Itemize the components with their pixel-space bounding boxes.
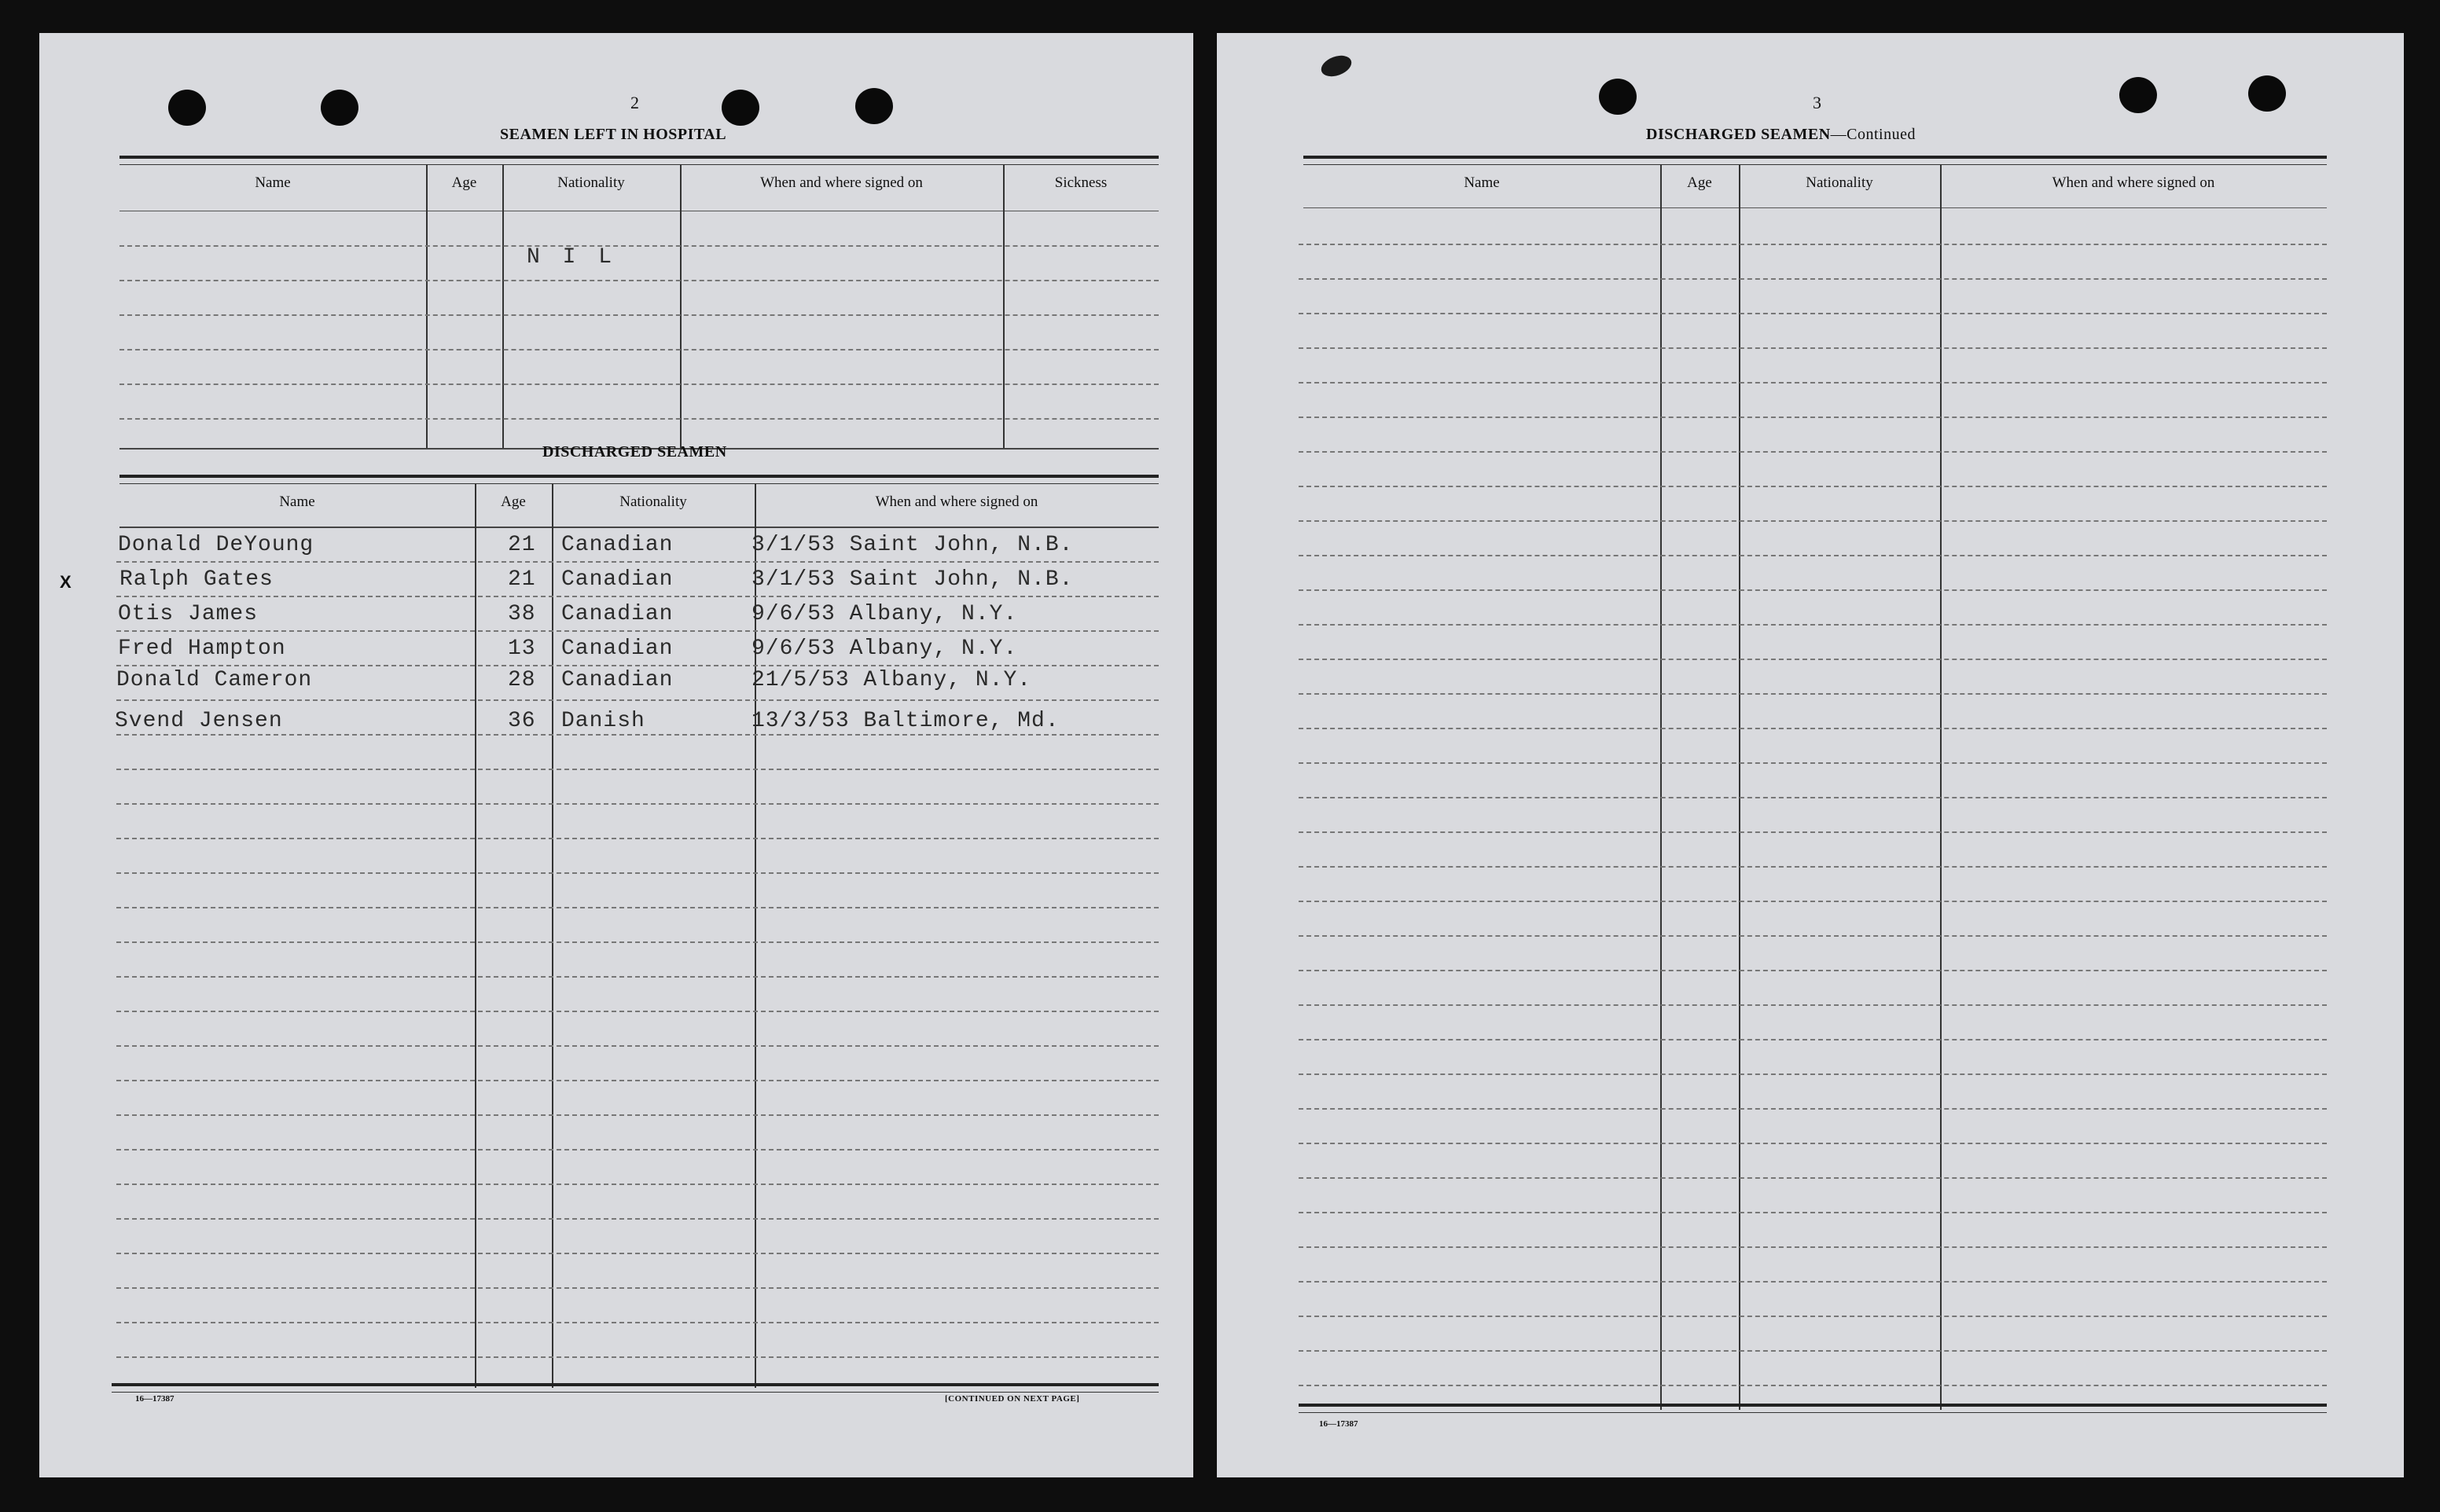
col-head-name: Name bbox=[279, 494, 315, 510]
seaman-name: Donald DeYoung bbox=[118, 533, 314, 557]
col-head-age: Age bbox=[501, 494, 526, 510]
column-divider bbox=[426, 165, 428, 448]
row-line bbox=[1299, 1385, 2327, 1386]
row-line bbox=[1299, 659, 2327, 660]
column-divider bbox=[1940, 165, 1942, 1410]
table-top-rule bbox=[1303, 156, 2327, 165]
row-line bbox=[1299, 728, 2327, 729]
seaman-signed-on: 3/1/53 Saint John, N.B. bbox=[751, 567, 1074, 592]
table-top-rule bbox=[119, 475, 1159, 484]
punch-hole bbox=[855, 88, 893, 124]
row-line bbox=[1299, 1212, 2327, 1213]
row-line bbox=[119, 314, 1159, 316]
row-line bbox=[116, 1011, 1159, 1012]
column-divider bbox=[502, 165, 504, 448]
title-suffix: —Continued bbox=[1830, 126, 1916, 143]
row-line bbox=[116, 665, 1159, 666]
column-divider bbox=[1003, 165, 1005, 448]
header-rule bbox=[1303, 207, 2327, 208]
seaman-age: 13 bbox=[508, 637, 536, 661]
right-page bbox=[1217, 33, 2404, 1477]
row-line bbox=[1299, 1316, 2327, 1317]
row-line bbox=[1299, 1281, 2327, 1283]
row-line bbox=[116, 1184, 1159, 1185]
seaman-age: 28 bbox=[508, 668, 536, 692]
row-line bbox=[1299, 451, 2327, 453]
seaman-nationality: Canadian bbox=[561, 668, 674, 692]
row-line bbox=[116, 907, 1159, 908]
row-line bbox=[116, 734, 1159, 736]
row-line bbox=[116, 1114, 1159, 1116]
row-line bbox=[1299, 762, 2327, 764]
seaman-signed-on: 13/3/53 Baltimore, Md. bbox=[751, 709, 1060, 733]
page-number: 3 bbox=[1813, 93, 1821, 112]
row-line bbox=[1299, 1350, 2327, 1352]
seaman-nationality: Canadian bbox=[561, 637, 674, 661]
row-line bbox=[119, 280, 1159, 281]
row-line bbox=[1299, 831, 2327, 833]
row-line bbox=[116, 1080, 1159, 1081]
left-page bbox=[39, 33, 1193, 1477]
punch-hole bbox=[321, 90, 358, 126]
row-line bbox=[1299, 624, 2327, 626]
row-line bbox=[116, 561, 1159, 563]
row-line bbox=[116, 941, 1159, 943]
row-line bbox=[1299, 589, 2327, 591]
row-line bbox=[116, 803, 1159, 805]
row-line bbox=[116, 1218, 1159, 1220]
row-line bbox=[1299, 1143, 2327, 1144]
punch-hole bbox=[1599, 79, 1637, 115]
punch-hole bbox=[2119, 77, 2157, 113]
seaman-nationality: Canadian bbox=[561, 533, 674, 557]
header-rule bbox=[119, 527, 1159, 528]
row-line bbox=[1299, 797, 2327, 798]
col-head-age: Age bbox=[1687, 174, 1712, 191]
row-line bbox=[1299, 313, 2327, 314]
col-head-name: Name bbox=[1464, 174, 1500, 191]
row-line bbox=[1299, 520, 2327, 522]
row-line bbox=[1299, 901, 2327, 902]
seaman-age: 36 bbox=[508, 709, 536, 733]
row-line bbox=[1299, 1177, 2327, 1179]
row-line bbox=[116, 596, 1159, 597]
column-divider bbox=[1660, 165, 1662, 1410]
row-line bbox=[1299, 555, 2327, 556]
row-line bbox=[1299, 417, 2327, 418]
punch-hole bbox=[722, 90, 759, 126]
column-divider bbox=[680, 165, 682, 448]
row-line bbox=[1299, 244, 2327, 245]
row-line bbox=[119, 245, 1159, 247]
seaman-signed-on: 9/6/53 Albany, N.Y. bbox=[751, 637, 1018, 661]
row-line bbox=[1299, 935, 2327, 937]
row-line bbox=[1299, 486, 2327, 487]
row-line bbox=[116, 1149, 1159, 1151]
nil-entry: N I L bbox=[527, 245, 617, 270]
row-line bbox=[116, 630, 1159, 632]
table-bottom-rule bbox=[1299, 1404, 2327, 1413]
row-line bbox=[116, 872, 1159, 874]
form-code: 16—17387 bbox=[135, 1394, 175, 1404]
row-line bbox=[1299, 382, 2327, 384]
row-line bbox=[1299, 1004, 2327, 1006]
hospital-section-title: SEAMEN LEFT IN HOSPITAL bbox=[500, 126, 727, 143]
row-line bbox=[1299, 278, 2327, 280]
row-line bbox=[116, 1287, 1159, 1289]
col-head-signed-on: When and where signed on bbox=[875, 494, 1038, 510]
row-line bbox=[1299, 693, 2327, 695]
row-line bbox=[1299, 1246, 2327, 1248]
column-divider bbox=[1739, 165, 1740, 1410]
row-line bbox=[1299, 970, 2327, 971]
col-head-sickness: Sickness bbox=[1054, 174, 1108, 191]
row-line bbox=[119, 418, 1159, 420]
row-line bbox=[116, 976, 1159, 978]
col-head-nationality: Nationality bbox=[557, 174, 625, 191]
col-head-name: Name bbox=[255, 174, 291, 191]
continued-section-title bbox=[1646, 126, 1916, 144]
row-line bbox=[116, 699, 1159, 701]
row-line bbox=[116, 1322, 1159, 1323]
col-head-signed-on: When and where signed on bbox=[2052, 174, 2215, 191]
form-code: 16—17387 bbox=[1319, 1419, 1358, 1429]
col-head-nationality: Nationality bbox=[619, 494, 687, 510]
row-line bbox=[116, 769, 1159, 770]
seaman-nationality: Canadian bbox=[561, 567, 674, 592]
seaman-signed-on: 21/5/53 Albany, N.Y. bbox=[751, 668, 1032, 692]
row-line bbox=[116, 838, 1159, 839]
row-line bbox=[1299, 1108, 2327, 1110]
seaman-nationality: Danish bbox=[561, 709, 645, 733]
row-line bbox=[1299, 1073, 2327, 1075]
row-line bbox=[1299, 866, 2327, 868]
col-head-signed-on: When and where signed on bbox=[760, 174, 923, 191]
margin-x-mark: X bbox=[60, 572, 72, 592]
punch-hole bbox=[168, 90, 206, 126]
row-line bbox=[1299, 347, 2327, 349]
seaman-signed-on: 9/6/53 Albany, N.Y. bbox=[751, 602, 1018, 626]
continued-note: [CONTINUED ON NEXT PAGE] bbox=[945, 1394, 1080, 1404]
row-line bbox=[116, 1356, 1159, 1358]
seaman-age: 21 bbox=[508, 567, 536, 592]
seaman-nationality: Canadian bbox=[561, 602, 674, 626]
seaman-signed-on: 3/1/53 Saint John, N.B. bbox=[751, 533, 1074, 557]
seaman-name: Ralph Gates bbox=[119, 567, 274, 592]
title-main: DISCHARGED SEAMEN bbox=[1646, 126, 1831, 143]
table-bottom-rule bbox=[112, 1383, 1159, 1393]
col-head-age: Age bbox=[451, 174, 477, 191]
row-line bbox=[116, 1045, 1159, 1047]
discharged-section-title: DISCHARGED SEAMEN bbox=[542, 443, 727, 461]
row-line bbox=[116, 1253, 1159, 1254]
seaman-name: Fred Hampton bbox=[118, 637, 286, 661]
seaman-name: Otis James bbox=[118, 602, 259, 626]
page-number: 2 bbox=[630, 93, 639, 112]
col-head-nationality: Nationality bbox=[1806, 174, 1873, 191]
punch-hole bbox=[2248, 75, 2286, 112]
table-top-rule bbox=[119, 156, 1159, 165]
seaman-age: 21 bbox=[508, 533, 536, 557]
row-line bbox=[119, 349, 1159, 350]
seaman-age: 38 bbox=[508, 602, 536, 626]
row-line bbox=[1299, 1039, 2327, 1040]
row-line bbox=[119, 384, 1159, 385]
seaman-name: Donald Cameron bbox=[116, 668, 313, 692]
seaman-name: Svend Jensen bbox=[115, 709, 283, 733]
